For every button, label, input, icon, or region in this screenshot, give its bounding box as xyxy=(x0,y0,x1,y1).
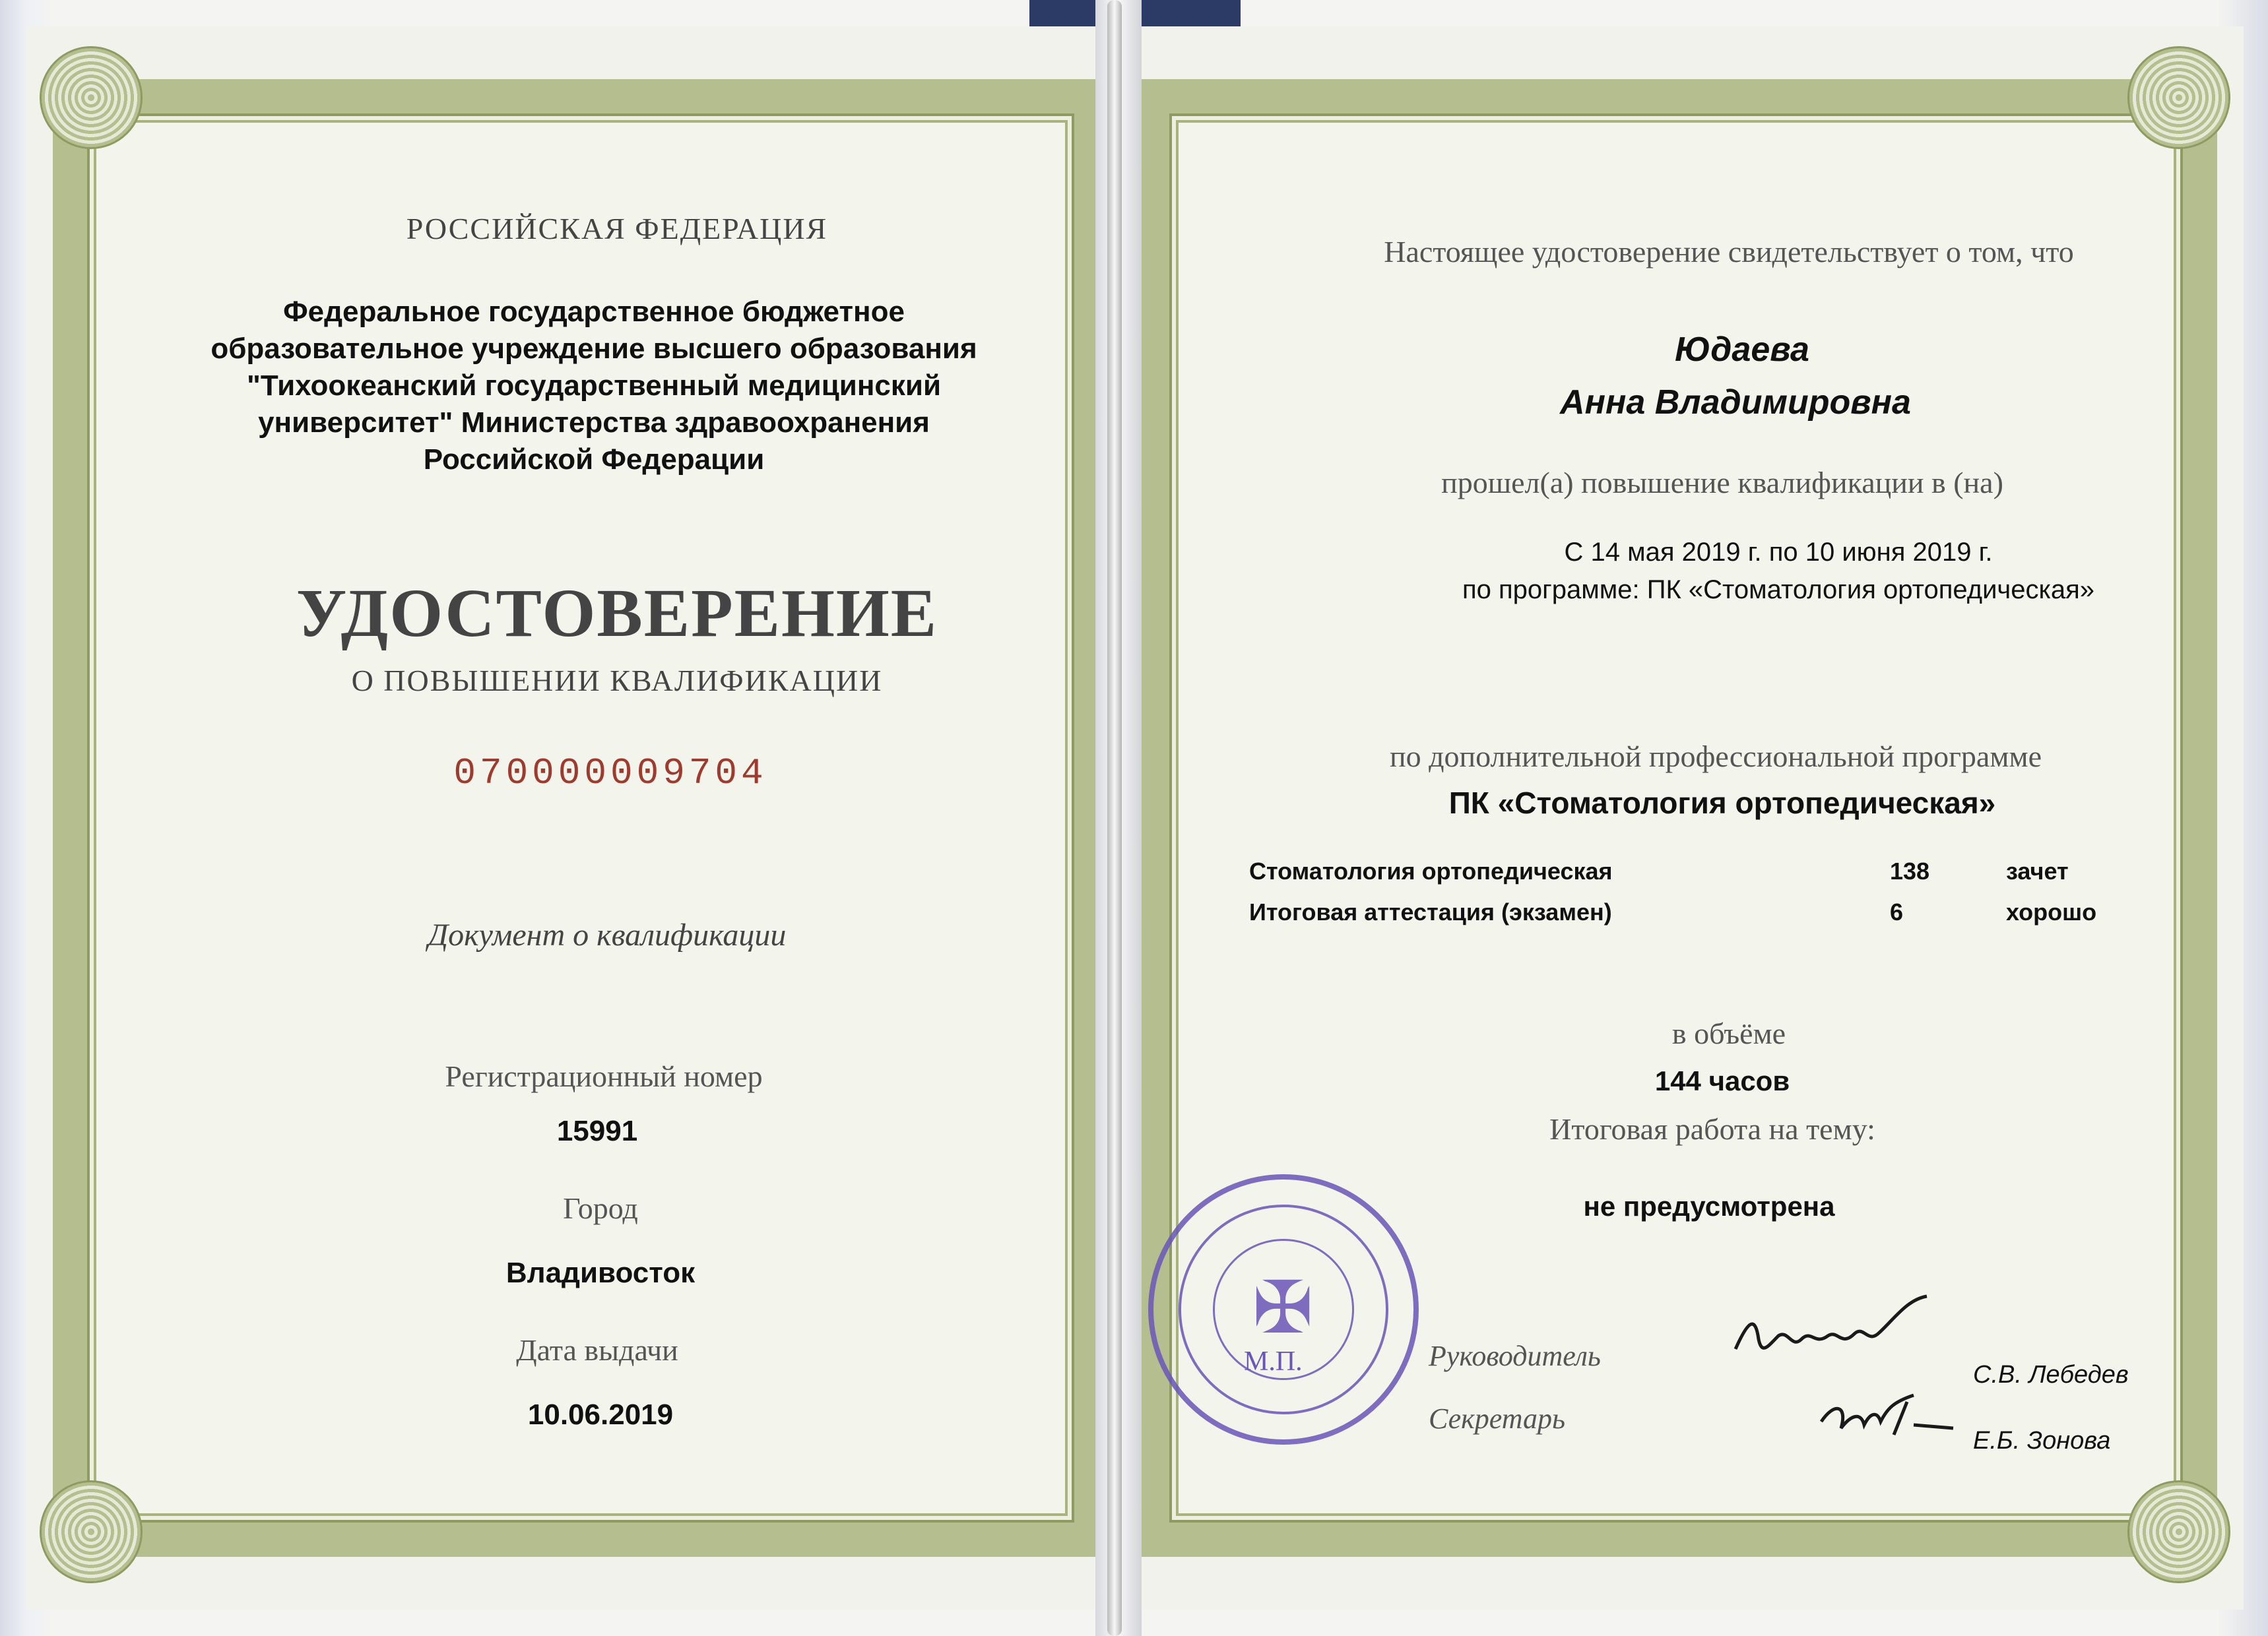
official-stamp xyxy=(1148,1174,1419,1445)
institution-line: образовательное учреждение высшего образования xyxy=(211,332,977,365)
secretary-label: Секретарь xyxy=(1429,1402,1566,1435)
issue-date-label: Дата выдачи xyxy=(516,1333,678,1367)
subject-grade: зачет xyxy=(2006,858,2069,885)
document-type: Документ о квалификации xyxy=(428,918,787,953)
volume-label: в объёме xyxy=(1671,1017,1786,1050)
subject-name: Стоматология ортопедическая xyxy=(1249,858,1613,885)
head-name: С.В. Лебедев xyxy=(1973,1361,2129,1389)
training-period: С 14 мая 2019 г. по 10 июня 2019 г. xyxy=(1564,538,1993,567)
reg-number-label: Регистрационный номер xyxy=(445,1059,763,1093)
binding-cord xyxy=(1107,0,1122,1636)
eagle-emblem-icon: ✠ xyxy=(1252,1268,1314,1348)
document-title: УДОСТОВЕРЕНИЕ xyxy=(296,575,938,651)
left-page xyxy=(26,26,1122,1610)
additional-program-label: по дополнительной профессиональной программе xyxy=(1390,739,2042,773)
city: Владивосток xyxy=(505,1257,696,1289)
subject-grade: хорошо xyxy=(2006,898,2097,926)
institution-line: университет" Министерства здравоохранения xyxy=(258,406,930,439)
institution-line: Российской Федерации xyxy=(423,443,765,476)
program-line: по программе: ПК «Стоматология ортопедическая» xyxy=(1462,575,2095,604)
secretary-signature xyxy=(1815,1382,1960,1455)
final-work-label: Итоговая работа на тему: xyxy=(1549,1112,1875,1146)
surname: Юдаева xyxy=(1675,330,1809,369)
given-names: Анна Владимировна xyxy=(1560,383,1911,422)
document-subtitle: О ПОВЫШЕНИИ КВАЛИФИКАЦИИ xyxy=(351,664,883,697)
final-work-topic: не предусмотрена xyxy=(1583,1191,1835,1222)
corner-rosette xyxy=(40,46,143,149)
serial-number: 070000009704 xyxy=(453,752,767,794)
city-label: Город xyxy=(563,1191,638,1225)
institution-line: Федеральное государственное бюджетное xyxy=(283,296,905,328)
subject-name: Итоговая аттестация (экзамен) xyxy=(1249,898,1612,926)
subject-hours: 138 xyxy=(1890,858,1930,885)
intro-text: Настоящее удостоверение свидетельствует о том, что xyxy=(1384,235,2074,268)
reg-number: 15991 xyxy=(556,1115,638,1147)
corner-rosette xyxy=(2127,1480,2230,1583)
subject-hours: 6 xyxy=(1890,898,1904,926)
head-signature xyxy=(1729,1293,1940,1379)
program-name: ПК «Стоматология ортопедическая» xyxy=(1448,786,1996,820)
secretary-name: Е.Б. Зонова xyxy=(1973,1427,2111,1455)
head-label: Руководитель xyxy=(1429,1340,1601,1372)
institution-name xyxy=(211,294,977,478)
institution-line: "Тихоокеанский государственный медицинский xyxy=(247,369,941,402)
corner-rosette xyxy=(40,1480,143,1583)
stamp-mark: М.П. xyxy=(1244,1346,1303,1377)
issue-date: 10.06.2019 xyxy=(527,1399,674,1431)
country-heading: РОССИЙСКАЯ ФЕДЕРАЦИЯ xyxy=(406,212,828,245)
passed-text: прошел(а) повышение квалификации в (на) xyxy=(1441,466,2003,499)
volume-hours: 144 часов xyxy=(1654,1065,1790,1096)
corner-rosette xyxy=(2127,46,2230,149)
